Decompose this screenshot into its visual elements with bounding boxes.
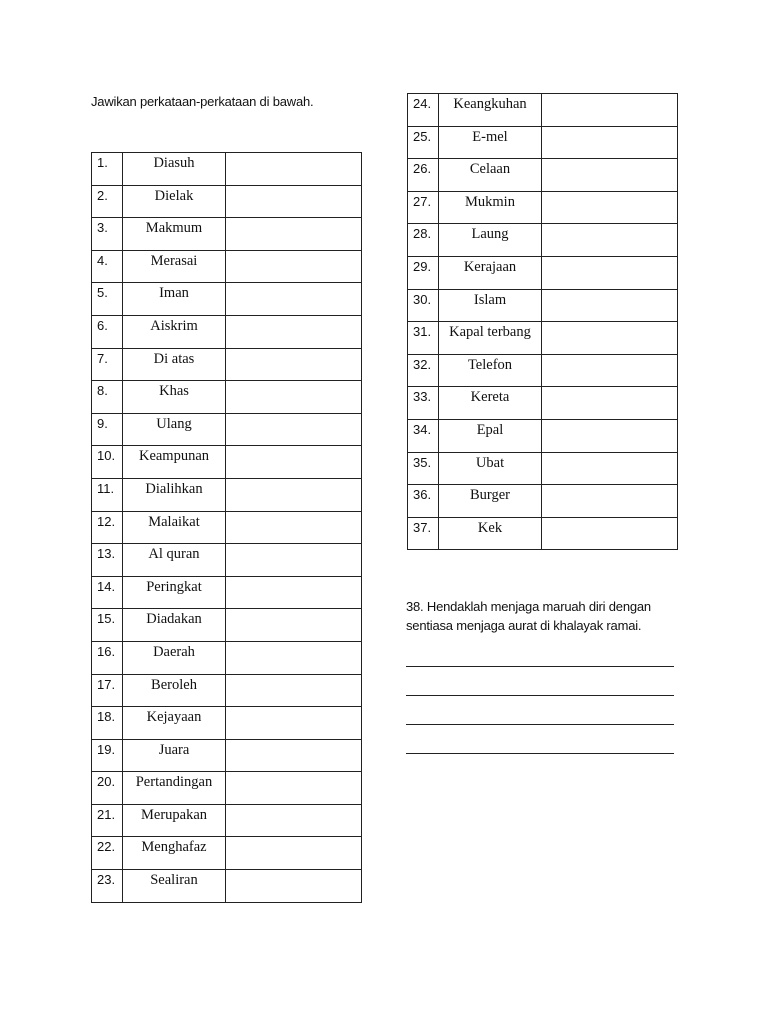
- item-word: Kejayaan: [123, 707, 226, 740]
- answer-cell[interactable]: [226, 348, 362, 381]
- table-row: [92, 250, 362, 283]
- item-word: Merasai: [123, 250, 226, 283]
- table-row: [92, 413, 362, 446]
- answer-cell[interactable]: [226, 478, 362, 511]
- answer-line[interactable]: [406, 666, 674, 667]
- item-word: Khas: [123, 381, 226, 414]
- item-number: 33.: [408, 387, 439, 420]
- item-word: Makmum: [123, 218, 226, 251]
- table-row: [92, 837, 362, 870]
- item-number: 6.: [92, 315, 123, 348]
- item-word: Di atas: [123, 348, 226, 381]
- item-number: 30.: [408, 289, 439, 322]
- item-word: Kereta: [439, 387, 542, 420]
- table-row: [92, 544, 362, 577]
- item-word: Dielak: [123, 185, 226, 218]
- answer-cell[interactable]: [226, 218, 362, 251]
- item-number: 36.: [408, 485, 439, 518]
- answer-cell[interactable]: [226, 870, 362, 903]
- item-word: Celaan: [439, 159, 542, 192]
- answer-cell[interactable]: [542, 387, 678, 420]
- answer-cell[interactable]: [542, 126, 678, 159]
- answer-line[interactable]: [406, 724, 674, 725]
- item-word: Ubat: [439, 452, 542, 485]
- item-word: Epal: [439, 419, 542, 452]
- item-number: 7.: [92, 348, 123, 381]
- table-row: [92, 315, 362, 348]
- table-row: [92, 641, 362, 674]
- item-word: Dialihkan: [123, 478, 226, 511]
- item-word: Burger: [439, 485, 542, 518]
- item-number: 25.: [408, 126, 439, 159]
- table-row: [92, 381, 362, 414]
- item-number: 4.: [92, 250, 123, 283]
- answer-cell[interactable]: [542, 354, 678, 387]
- answer-cell[interactable]: [226, 837, 362, 870]
- answer-cell[interactable]: [542, 256, 678, 289]
- item-number: 23.: [92, 870, 123, 903]
- item-number: 22.: [92, 837, 123, 870]
- item-word: Beroleh: [123, 674, 226, 707]
- table-row: [92, 739, 362, 772]
- table-row: [92, 348, 362, 381]
- item-number: 10.: [92, 446, 123, 479]
- answer-cell[interactable]: [226, 576, 362, 609]
- item-number: 8.: [92, 381, 123, 414]
- table-row: [92, 478, 362, 511]
- table-row: [408, 322, 678, 355]
- item-number: 2.: [92, 185, 123, 218]
- item-number: 5.: [92, 283, 123, 316]
- item-word: Mukmin: [439, 191, 542, 224]
- item-number: 1.: [92, 153, 123, 186]
- item-number: 37.: [408, 517, 439, 550]
- item-number: 27.: [408, 191, 439, 224]
- answer-cell[interactable]: [542, 289, 678, 322]
- word-table-left: [91, 152, 362, 903]
- answer-cell[interactable]: [226, 674, 362, 707]
- answer-cell[interactable]: [226, 772, 362, 805]
- answer-cell[interactable]: [226, 804, 362, 837]
- table-row: [92, 153, 362, 186]
- table-row: [408, 289, 678, 322]
- item-word: Islam: [439, 289, 542, 322]
- table-row: [92, 446, 362, 479]
- item-word: Laung: [439, 224, 542, 257]
- answer-cell[interactable]: [226, 413, 362, 446]
- table-row: [92, 511, 362, 544]
- answer-cell[interactable]: [226, 153, 362, 186]
- item-word: Ulang: [123, 413, 226, 446]
- answer-cell[interactable]: [226, 511, 362, 544]
- item-number: 20.: [92, 772, 123, 805]
- table-row: [408, 517, 678, 550]
- item-number: 17.: [92, 674, 123, 707]
- answer-cell[interactable]: [542, 485, 678, 518]
- answer-cell[interactable]: [226, 739, 362, 772]
- answer-cell[interactable]: [226, 641, 362, 674]
- item-word: Malaikat: [123, 511, 226, 544]
- item-number: 28.: [408, 224, 439, 257]
- table-row: [408, 159, 678, 192]
- table-row: [92, 707, 362, 740]
- table-row: [408, 387, 678, 420]
- answer-cell[interactable]: [226, 707, 362, 740]
- item-word: Merupakan: [123, 804, 226, 837]
- answer-cell[interactable]: [226, 544, 362, 577]
- item-word: Diadakan: [123, 609, 226, 642]
- item-word: Iman: [123, 283, 226, 316]
- table-row: [408, 224, 678, 257]
- item-word: Pertandingan: [123, 772, 226, 805]
- answer-cell[interactable]: [542, 159, 678, 192]
- item-number: 29.: [408, 256, 439, 289]
- table-row: [92, 609, 362, 642]
- table-row: [92, 185, 362, 218]
- answer-cell[interactable]: [542, 94, 678, 127]
- word-table-right: [407, 93, 678, 550]
- item-number: 26.: [408, 159, 439, 192]
- item-number: 16.: [92, 641, 123, 674]
- item-number: 3.: [92, 218, 123, 251]
- table-row: [92, 674, 362, 707]
- item-number: 19.: [92, 739, 123, 772]
- item-word: Keangkuhan: [439, 94, 542, 127]
- item-word: Juara: [123, 739, 226, 772]
- item-number: 18.: [92, 707, 123, 740]
- answer-cell[interactable]: [226, 185, 362, 218]
- answer-cell[interactable]: [542, 452, 678, 485]
- table-row: [408, 419, 678, 452]
- answer-cell[interactable]: [226, 250, 362, 283]
- item-word: Sealiran: [123, 870, 226, 903]
- item-number: 11.: [92, 478, 123, 511]
- table-row: [408, 256, 678, 289]
- item-number: 14.: [92, 576, 123, 609]
- item-number: 12.: [92, 511, 123, 544]
- item-number: 32.: [408, 354, 439, 387]
- item-word: Menghafaz: [123, 837, 226, 870]
- item-word: Al quran: [123, 544, 226, 577]
- item-word: Daerah: [123, 641, 226, 674]
- item-word: Telefon: [439, 354, 542, 387]
- table-row: [408, 452, 678, 485]
- item-word: Kek: [439, 517, 542, 550]
- table-row: [92, 804, 362, 837]
- table-row: [92, 870, 362, 903]
- answer-cell[interactable]: [542, 517, 678, 550]
- answer-cell[interactable]: [542, 419, 678, 452]
- answer-cell[interactable]: [542, 191, 678, 224]
- item-number: 13.: [92, 544, 123, 577]
- item-number: 34.: [408, 419, 439, 452]
- item-number: 9.: [92, 413, 123, 446]
- item-word: Diasuh: [123, 153, 226, 186]
- answer-cell[interactable]: [542, 322, 678, 355]
- item-word: Aiskrim: [123, 315, 226, 348]
- item-word: Peringkat: [123, 576, 226, 609]
- table-row: [408, 354, 678, 387]
- table-row: [92, 218, 362, 251]
- answer-line[interactable]: [406, 753, 674, 754]
- answer-cell[interactable]: [226, 446, 362, 479]
- item-number: 15.: [92, 609, 123, 642]
- table-row: [92, 576, 362, 609]
- item-word: Keampunan: [123, 446, 226, 479]
- item-number: 24.: [408, 94, 439, 127]
- table-row: [92, 772, 362, 805]
- table-row: [408, 191, 678, 224]
- answer-cell[interactable]: [226, 381, 362, 414]
- answer-cell[interactable]: [226, 283, 362, 316]
- item-word: Kapal terbang: [439, 322, 542, 355]
- answer-cell[interactable]: [226, 315, 362, 348]
- table-row: [408, 485, 678, 518]
- question-38-text: 38. Hendaklah menjaga maruah diri dengan sentiasa menjaga aurat di khalayak ramai.: [406, 599, 651, 633]
- table-row: [92, 283, 362, 316]
- answer-cell[interactable]: [226, 609, 362, 642]
- answer-line[interactable]: [406, 695, 674, 696]
- answer-cell[interactable]: [542, 224, 678, 257]
- table-row: [408, 94, 678, 127]
- table-row: [408, 126, 678, 159]
- instruction-text: Jawikan perkataan-perkataan di bawah.: [91, 94, 314, 109]
- item-number: 31.: [408, 322, 439, 355]
- item-number: 35.: [408, 452, 439, 485]
- item-number: 21.: [92, 804, 123, 837]
- item-word: E-mel: [439, 126, 542, 159]
- item-word: Kerajaan: [439, 256, 542, 289]
